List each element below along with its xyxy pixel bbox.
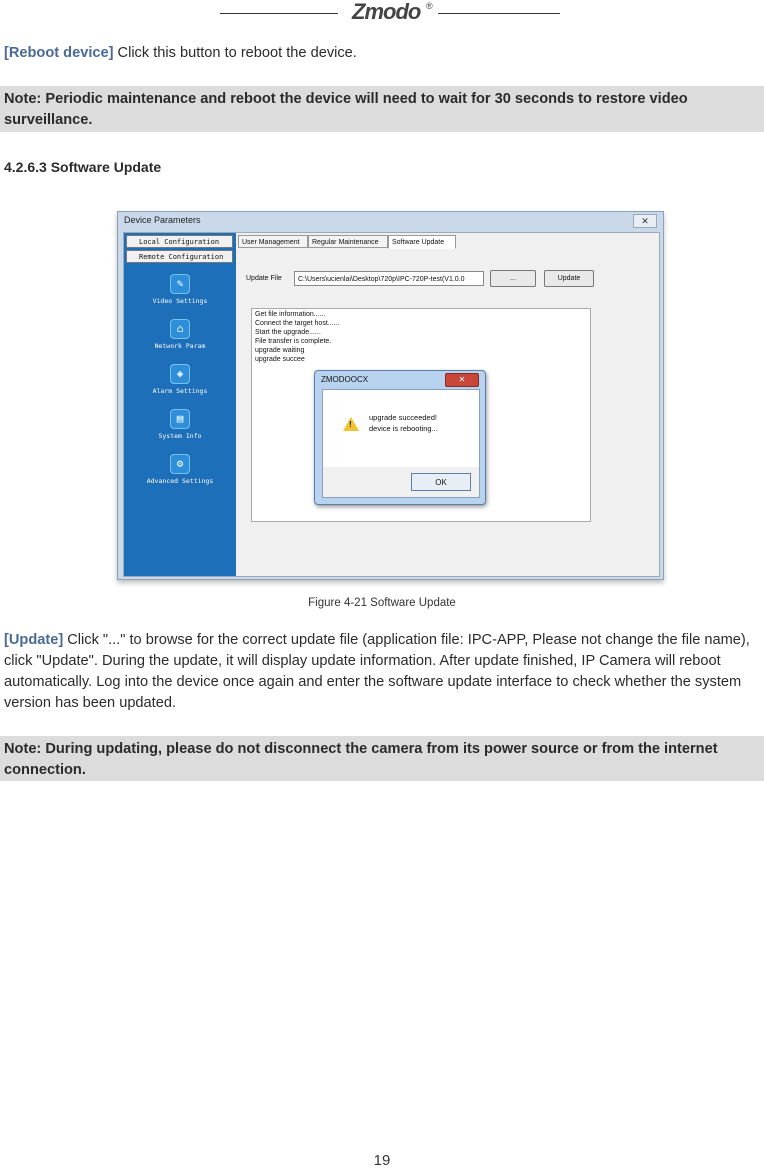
sidebar-item-alarm-settings[interactable] [124, 364, 236, 395]
dialog-footer [323, 467, 479, 497]
note-maintenance: Note: Periodic maintenance and reboot the device will need to wait for 30 seconds to restore video surveillance. [0, 86, 764, 132]
tab-local-configuration[interactable]: Local Configuration [126, 235, 233, 248]
section-heading: 4.2.6.3 Software Update [4, 159, 162, 175]
video-settings-icon: ✎ [170, 274, 190, 294]
gear-icon: ⚙ [170, 454, 190, 474]
log-line: upgrade succee [255, 356, 305, 363]
sidebar-item-label: Alarm Settings [152, 387, 208, 395]
sidebar [124, 233, 236, 576]
tab-regular-maintenance[interactable]: Regular Maintenance [308, 235, 388, 248]
log-line: Get file information...... [255, 311, 326, 318]
sidebar-item-label: Advanced Settings [146, 477, 214, 485]
dialog-message-line2: device is rebooting... [369, 424, 438, 433]
sidebar-item-label: Network Param [154, 342, 206, 350]
network-icon: ⌂ [170, 319, 190, 339]
software-update-screenshot [117, 211, 664, 580]
note-updating: Note: During updating, please do not disconnect the camera from its power source or from the internet connection. [0, 736, 764, 781]
dialog-message-line1: upgrade succeeded! [369, 413, 437, 422]
tab-user-management[interactable]: User Management [238, 235, 308, 248]
figure-caption: Figure 4-21 Software Update [308, 597, 456, 609]
header-rule-left [220, 13, 338, 14]
system-info-icon: ▤ [170, 409, 190, 429]
logo-text: Zmodo [352, 0, 421, 24]
update-file-label: Update File [246, 275, 282, 282]
reboot-text: Click this button to reboot the device. [117, 45, 357, 61]
sidebar-item-system-info[interactable] [124, 409, 236, 440]
browse-button[interactable]: ... [490, 270, 536, 287]
update-file-path-input[interactable]: C:\Users\ucienlai\Desktop\720p\IPC-720P-test(V1.0.0 [294, 271, 484, 286]
update-text: Click "..." to browse for the correct update file (application file: IPC-APP, Please not change the file name), click "Update". During the update, it will display update information. After update finished, IP Camera will reboot automatically. Log into the device once again and enter the software update interface to check whether the system version has been updated. [4, 632, 750, 711]
window-title: Device Parameters [124, 215, 201, 225]
sidebar-item-network-param[interactable] [124, 319, 236, 350]
log-line: upgrade waiting [255, 347, 305, 354]
update-label: [Update] [4, 632, 64, 648]
update-button[interactable]: Update [544, 270, 594, 287]
reboot-paragraph [4, 43, 357, 64]
log-line: Connect the target host...... [255, 320, 340, 327]
dialog-body [322, 389, 480, 498]
warning-mark: ! [349, 420, 352, 429]
upgrade-dialog [314, 370, 486, 505]
window-content [123, 232, 660, 577]
window-close-icon[interactable]: ✕ [633, 214, 657, 228]
dialog-title: ZMODOOCX [321, 375, 369, 384]
tab-software-update[interactable]: Software Update [388, 235, 456, 249]
log-line: File transfer is complete. [255, 338, 332, 345]
zmodo-logo [352, 0, 432, 25]
sidebar-item-label: Video Settings [152, 297, 208, 305]
alarm-shield-icon: ◈ [170, 364, 190, 384]
header-rule-right [438, 13, 560, 14]
tab-remote-configuration[interactable]: Remote Configuration [126, 250, 233, 263]
dialog-message [369, 412, 438, 434]
ok-button[interactable]: OK [411, 473, 471, 491]
update-paragraph [4, 630, 756, 714]
sidebar-item-video-settings[interactable] [124, 274, 236, 305]
dialog-close-icon[interactable]: ✕ [445, 373, 479, 387]
registered-mark: ® [426, 1, 432, 11]
sidebar-item-label: System Info [158, 432, 202, 440]
page-number: 19 [373, 1152, 391, 1169]
sidebar-item-advanced-settings[interactable] [124, 454, 236, 485]
reboot-label: [Reboot device] [4, 45, 114, 61]
log-line: Start the upgrade...... [255, 329, 321, 336]
